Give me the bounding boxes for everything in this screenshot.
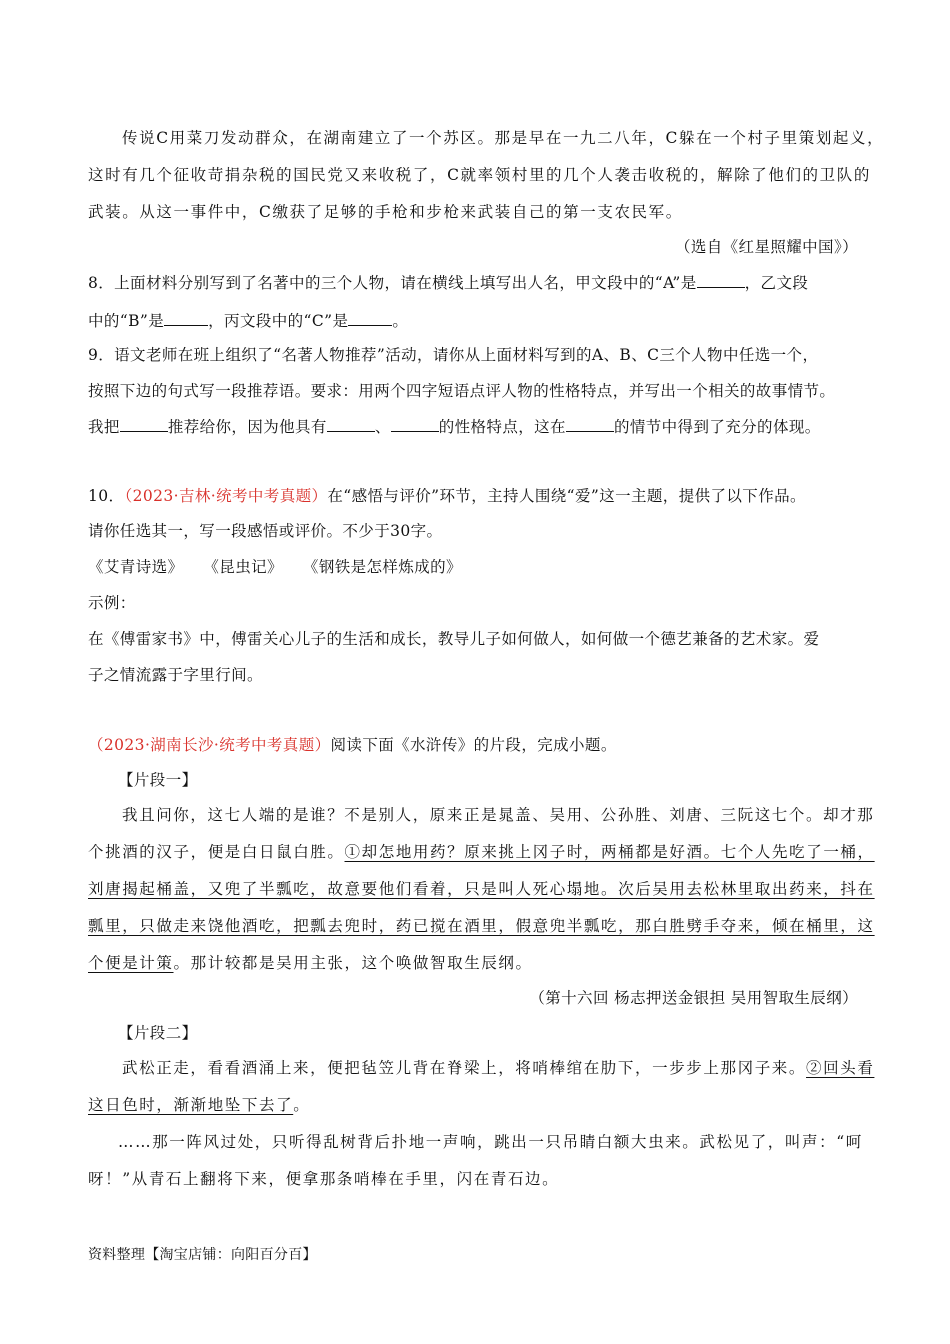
para-c-line-1: 传说C用菜刀发动群众，在湖南建立了一个苏区。那是早在一九二八年，C躲在一个村子里策划起义， <box>122 129 885 147</box>
fragment-1-label: 【片段一】 <box>118 771 198 789</box>
fragment-1-line-2 <box>88 842 875 862</box>
answer-blank-c[interactable] <box>348 310 392 326</box>
question-8-line-2 <box>88 310 408 331</box>
blank-trait-2[interactable] <box>391 416 439 432</box>
q8-text-a: 8．上面材料分别写到了名著中的三个人物，请在横线上填写出人名，甲文段中的“A”是 <box>88 274 697 292</box>
underlined-end-2: 这日色时，渐渐地坠下去了 <box>88 1096 294 1114</box>
q9-template-a: 我把 <box>88 418 120 436</box>
q8-text-d: ，丙文段中的“C”是 <box>208 312 349 330</box>
example-label: 示例： <box>88 594 136 612</box>
section-header <box>88 735 617 755</box>
answer-blank-a[interactable] <box>697 272 745 288</box>
para-c-line-3: 武装。从这一事件中，C缴获了足够的手枪和步枪来武装自己的第一支农民军。 <box>88 203 683 221</box>
q10-number: 10． <box>88 487 125 505</box>
q10-source-tag: （2023·吉林·统考中考真题） <box>124 487 328 505</box>
section-intro: 阅读下面《水浒传》的片段，完成小题。 <box>330 736 617 754</box>
fragment-1-line-5 <box>88 953 533 973</box>
question-8-line-1 <box>88 272 808 293</box>
fragment-2-line-1 <box>122 1058 874 1078</box>
fragment-2-label: 【片段二】 <box>118 1024 198 1042</box>
q9-template-c: 、 <box>374 418 391 436</box>
book-2: 《昆虫记》 <box>203 558 283 576</box>
frag2-period: 。 <box>293 1096 311 1114</box>
blank-plot[interactable] <box>566 416 614 432</box>
fragment-2-line-3: ……那一阵风过处，只听得乱树背后扑地一声响，跳出一只吊睛白额大虫来。武松见了，叫声：“呵 <box>118 1133 863 1151</box>
q8-text-e: 。 <box>392 312 409 330</box>
underlined-sentence-1: ①却怎地用药？原来挑上冈子时，两桶都是好酒。七个人先吃了一桶， <box>344 843 875 861</box>
fragment-1-line-4: 瓢里，只做走来饶他酒吃，把瓢去兜时，药已搅在酒里，假意兜半瓢吃，那白胜劈手夺来，倾在桶里，这 <box>88 917 875 935</box>
question-9-line-1: 9．语文老师在班上组织了“名著人物推荐”活动，请你从上面材料写到的A、B、C三个人物中任选一个， <box>88 346 819 364</box>
question-9-line-2: 按照下边的句式写一段推荐语。要求：用两个四字短语点评人物的性格特点，并写出一个相关的故事情节。 <box>88 382 836 400</box>
question-10-line-2: 请你任选其一，写一段感悟或评价。不少于30字。 <box>88 522 443 540</box>
underlined-end-1: 个便是计策 <box>88 954 174 972</box>
frag1-text: 个挑酒的汉子，便是白日鼠白胜。 <box>88 843 345 861</box>
book-1: 《艾青诗选》 <box>88 558 184 576</box>
frag2-text: 武松正走，看看酒涌上来，便把毡笠儿背在脊梁上，将哨棒绾在肋下，一步步上那冈子来。 <box>122 1059 807 1077</box>
fragment-1-source: （第十六回 杨志押送金银担 吴用智取生辰纲） <box>529 989 858 1007</box>
example-line-1: 在《傅雷家书》中，傅雷关心儿子的生活和成长，教导儿子如何做人，如何做一个德艺兼备的艺术家。爱 <box>88 630 820 648</box>
fragment-1-line-1: 我且问你，这七人端的是谁？不是别人，原来正是晁盖、吴用、公孙胜、刘唐、三阮这七个。却才那 <box>122 806 875 824</box>
question-10-line-1 <box>88 486 806 506</box>
footer-note: 资料整理【淘宝店铺：向阳百分百】 <box>88 1247 317 1263</box>
question-9-template <box>88 416 821 437</box>
book-3: 《钢铁是怎样炼成的》 <box>302 558 462 576</box>
q9-template-e: 的情节中得到了充分的体现。 <box>613 418 821 436</box>
para-c-line-2: 这时有几个征收苛捐杂税的国民党又来收税了，C就率领村里的几个人袭击收税的，解除了他们的卫队的 <box>88 166 871 184</box>
q8-text-c: 中的“B”是 <box>88 312 165 330</box>
fragment-2-line-4: 呀！”从青石上翻将下来，便拿那条哨棒在手里，闪在青石边。 <box>88 1170 560 1188</box>
q9-template-b: 推荐给你，因为他具有 <box>167 418 327 436</box>
q10-prompt: 在“感悟与评价”环节，主持人围绕“爱”这一主题，提供了以下作品。 <box>327 487 806 505</box>
book-list <box>88 557 462 577</box>
blank-person[interactable] <box>120 416 168 432</box>
example-line-2: 子之情流露于字里行间。 <box>88 666 263 684</box>
underlined-sentence-2: ②回头看 <box>806 1059 875 1077</box>
q9-template-d: 的性格特点，这在 <box>438 418 566 436</box>
q8-text-b: ，乙文段 <box>744 274 809 292</box>
fragment-2-line-2 <box>88 1095 310 1115</box>
para-c-source: （选自《红星照耀中国》） <box>674 238 858 256</box>
section-source-tag: （2023·湖南长沙·统考中考真题） <box>88 736 331 754</box>
answer-blank-b[interactable] <box>164 310 208 326</box>
blank-trait-1[interactable] <box>327 416 375 432</box>
frag1-tail: 。那计较都是吴用主张，这个唤做智取生辰纲。 <box>173 954 533 972</box>
fragment-1-line-3: 刘唐揭起桶盖，又兜了半瓢吃，故意要他们看着，只是叫人死心塌地。次后吴用去松林里取出药来，抖在 <box>88 880 875 898</box>
